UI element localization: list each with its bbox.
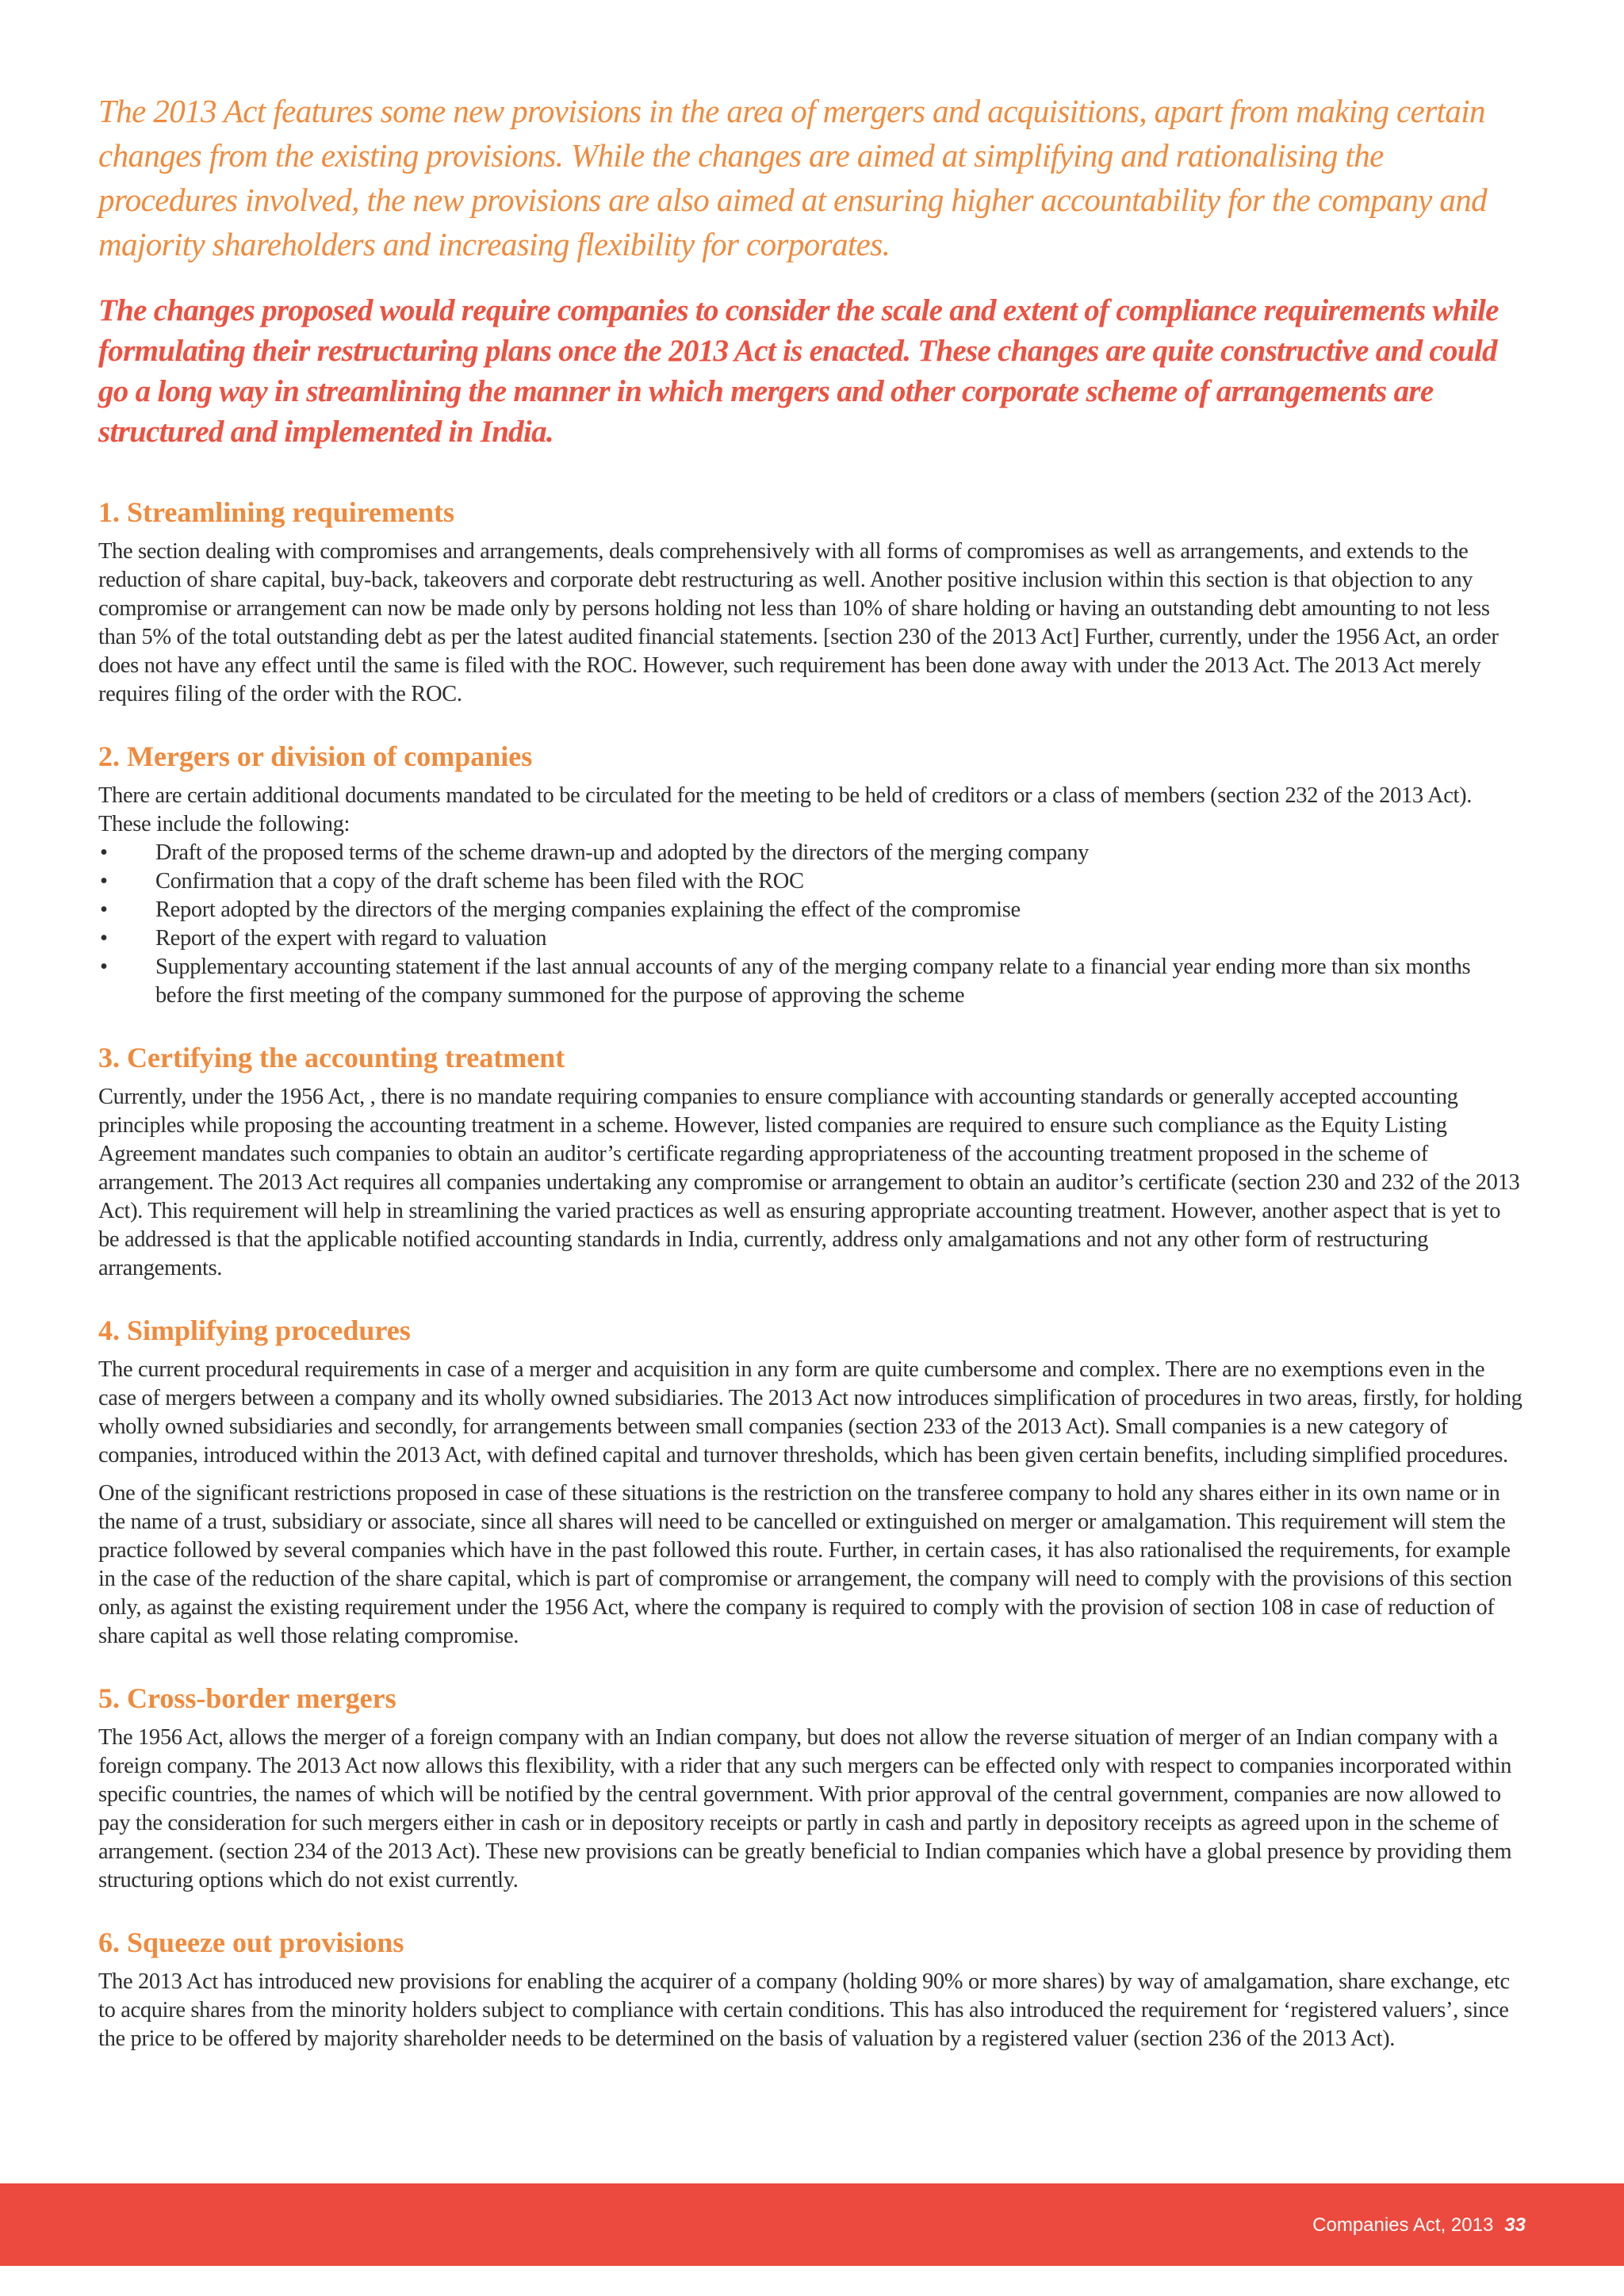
page-number: 33: [1504, 2214, 1526, 2236]
list-item-text: Report of the expert with regard to valuation: [155, 926, 547, 951]
footer-bar: [0, 2183, 1624, 2266]
bullet-icon: •: [100, 840, 108, 865]
section-squeeze-out-provisions: [98, 1923, 1526, 2053]
list-item-text: Draft of the proposed terms of the scheme drawn-up and adopted by the directors of the merging company: [155, 840, 1090, 865]
list-item: [98, 924, 1526, 953]
section-paragraph: The 1956 Act, allows the merger of a foreign company with an Indian company, but does not allow the reverse situation of merger of an Indian company with a foreign company. The 2013 Act now allows this flexibility, with a rider that any such mergers can be effected only with respect to companies incorporated within specific countries, the names of which will be notified by the central government. With prior approval of the central government, companies are now allowed to pay the consideration for such mergers either in cash or in depository receipts or partly in cash and partly in depository receipts as agreed upon in the scheme of arrangement. (section 234 of the 2013 Act). These new provisions can be greatly beneficial to Indian companies which have a global presence by providing them structuring options which do not exist currently.: [98, 1725, 1512, 1892]
footer-label: [1312, 2214, 1526, 2237]
section-streamlining-requirements: [98, 493, 1526, 709]
section-heading: 5. Cross-border mergers: [98, 1682, 396, 1714]
list-item: [98, 839, 1526, 867]
section-heading: 3. Certifying the accounting treatment: [98, 1042, 565, 1073]
section-heading: 4. Simplifying procedures: [98, 1314, 411, 1346]
section-certifying-accounting-treatment: [98, 1039, 1526, 1283]
bullet-icon: •: [100, 897, 108, 922]
section-paragraph: The current procedural requirements in case of a merger and acquisition in any form are quite cumbersome and complex. There are no exemptions even in the case of mergers between a company and its wholly owned subsidiaries. The 2013 Act now introduces simplification of procedures in two areas, firstly, for holding wholly owned subsidiaries and secondly, for arrangements between small companies (section 233 of the 2013 Act). Small companies is a new category of companies, introduced within the 2013 Act, with defined capital and turnover thresholds, which has been given certain benefits, including simplified procedures.: [98, 1357, 1522, 1468]
list-item: [98, 867, 1526, 896]
list-item-text: Confirmation that a copy of the draft scheme has been filed with the ROC: [155, 869, 804, 894]
section-mergers-or-division: [98, 737, 1526, 1010]
list-item: [98, 896, 1526, 924]
list-item: [98, 953, 1526, 1010]
section-paragraph: There are certain additional documents mandated to be circulated for the meeting to be held of creditors or a class of members (section 232 of the 2013 Act). These include the following:: [98, 783, 1472, 836]
section-paragraph: Currently, under the 1956 Act, , there is no mandate requiring companies to ensure compliance with accounting standards or generally accepted accounting principles while proposing the accounting treatment in a scheme. However, listed companies are required to ensure such compliance as the Equity Listing Agreement mandates such companies to obtain an auditor’s certificate regarding appropriateness of the accounting treatment proposed in the scheme of arrangement. The 2013 Act requires all companies undertaking any compromise or arrangement to obtain an auditor’s certificate (section 230 and 232 of the 2013 Act). This requirement will help in streamlining the varied practices as well as ensuring appropriate accounting treatment. However, another aspect that is yet to be addressed is that the applicable notified accounting standards in India, currently, address only amalgamations and not any other form of restructuring arrangements.: [98, 1085, 1520, 1280]
section-heading: 1. Streamlining requirements: [98, 496, 454, 528]
bullet-icon: •: [100, 926, 108, 951]
section-heading: 2. Mergers or division of companies: [98, 740, 533, 772]
intro-summary: The changes proposed would require companies to consider the scale and extent of compliance requirements while formulating their restructuring plans once the 2013 Act is enacted. These changes are quite constructive and could go a long way in streamlining the manner in which mergers and other corporate scheme of arrangements are structured and implemented in India.: [98, 293, 1499, 449]
section-paragraph: The section dealing with compromises and arrangements, deals comprehensively with all forms of compromises as well as arrangements, and extends to the reduction of share capital, buy-back, takeovers and corporate debt restructuring as well. Another positive inclusion within this section is that objection to any compromise or arrangement can now be made only by persons holding not less than 10% of share holding or having an outstanding debt amounting to not less than 5% of the total outstanding debt as per the latest audited financial statements. [section 230 of the 2013 Act] Further, currently, under the 1956 Act, an order does not have any effect until the same is filed with the ROC. However, such requirement has been done away with under the 2013 Act. The 2013 Act merely requires filing of the order with the ROC.: [98, 539, 1499, 706]
section-paragraph: One of the significant restrictions proposed in case of these situations is the restriction on the transferee company to hold any shares either in its own name or in the name of a trust, subsidiary or associate, since all shares will need to be cancelled or extinguished on merger or amalgamation. This requirement will stem the practice followed by several companies which have in the past followed this route. Further, in certain cases, it has also rationalised the requirements, for example in the case of the reduction of the share capital, which is part of compromise or arrangement, the company will need to comply with the provisions of this section only, as against the existing requirement under the 1956 Act, where the company is required to comply with the provision of section 108 in case of reduction of share capital as well those relating compromise.: [98, 1481, 1512, 1648]
footer-title: Companies Act, 2013: [1312, 2214, 1494, 2236]
section-paragraph: The 2013 Act has introduced new provisions for enabling the acquirer of a company (holding 90% or more shares) by way of amalgamation, share exchange, etc to acquire shares from the minority holders subject to compliance with certain conditions. This has also introduced the requirement for ‘registered valuers’, since the price to be offered by majority shareholder needs to be determined on the basis of valuation by a registered valuer (section 236 of the 2013 Act).: [98, 1969, 1510, 2051]
document-list: [98, 839, 1526, 1010]
section-simplifying-procedures: [98, 1311, 1526, 1651]
list-item-text: Report adopted by the directors of the merging companies explaining the effect of the compromise: [155, 897, 1021, 922]
bullet-icon: •: [100, 955, 108, 979]
bullet-icon: •: [100, 869, 108, 894]
section-heading: 6. Squeeze out provisions: [98, 1927, 404, 1958]
list-item-text: Supplementary accounting statement if the last annual accounts of any of the merging company relate to a financial year ending more than six months before the first meeting of the company summoned for the purpose of approving the scheme: [155, 955, 1471, 1008]
section-cross-border-mergers: [98, 1679, 1526, 1895]
document-page: [98, 89, 1526, 2082]
intro-statement: The 2013 Act features some new provisions in the area of mergers and acquisitions, apart from making certain changes from the existing provisions. While the changes are aimed at simplifying and rationalising the procedures involved, the new provisions are also aimed at ensuring higher accountability for the company and majority shareholders and increasing flexibility for corporates.: [98, 93, 1488, 262]
